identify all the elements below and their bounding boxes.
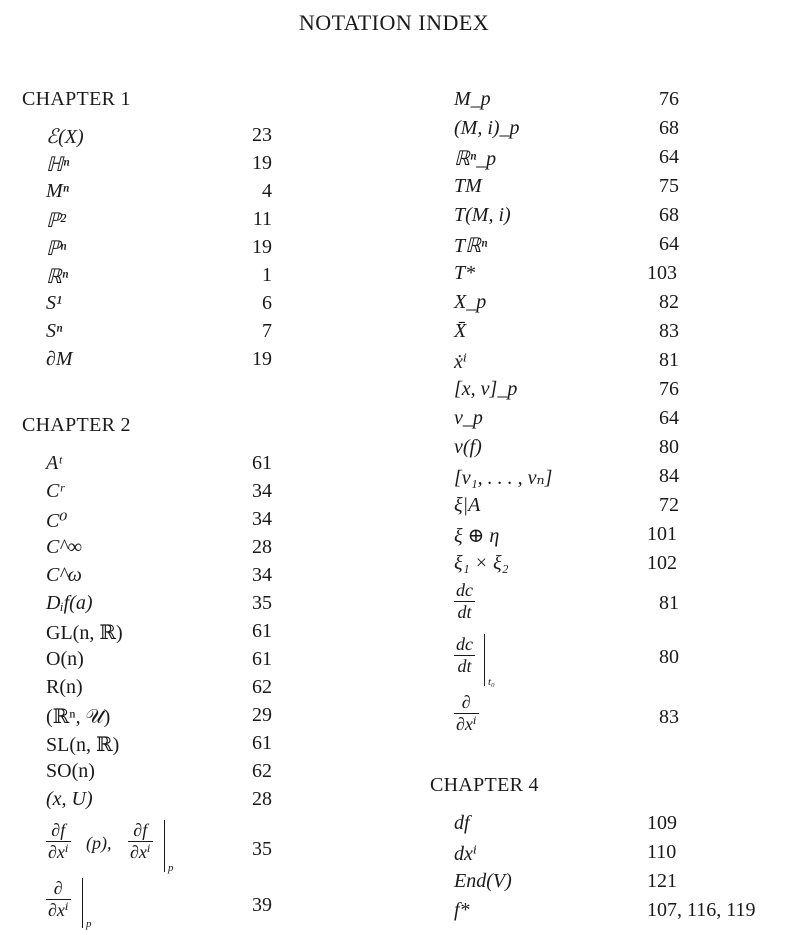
index-symbol: C^∞ bbox=[46, 536, 83, 558]
index-entry bbox=[46, 320, 272, 348]
page-title: NOTATION INDEX bbox=[298, 10, 490, 35]
index-symbol: T* bbox=[454, 262, 476, 284]
page-number: 76 bbox=[659, 378, 679, 400]
fraction-denominator: ∂xⁱ bbox=[130, 842, 151, 862]
page-number: 121 bbox=[647, 870, 677, 892]
index-entry bbox=[46, 620, 272, 648]
page-number: 80 bbox=[659, 436, 679, 458]
page-number: 28 bbox=[252, 788, 272, 810]
index-entry bbox=[454, 291, 774, 319]
page-number: 64 bbox=[659, 146, 679, 168]
page-number: 61 bbox=[252, 732, 272, 754]
index-symbol: X̄ bbox=[454, 320, 467, 342]
fraction-numerator: dc bbox=[456, 634, 473, 654]
index-entry bbox=[46, 592, 272, 620]
page-number: 83 bbox=[659, 706, 679, 728]
index-entry bbox=[454, 465, 774, 493]
chapter-1-heading: CHAPTER 1 bbox=[22, 88, 131, 110]
index-symbol: ℝⁿ bbox=[46, 266, 69, 288]
page-number: 34 bbox=[252, 480, 272, 502]
fraction bbox=[454, 580, 475, 623]
page-number: 61 bbox=[252, 648, 272, 670]
index-entry bbox=[454, 494, 774, 522]
page-number: 34 bbox=[252, 564, 272, 586]
index-symbol: SO(n) bbox=[46, 760, 95, 782]
page-number: 7 bbox=[262, 320, 272, 342]
page-number: 107, 116, 119 bbox=[647, 899, 756, 921]
index-entry bbox=[454, 870, 788, 898]
fraction-denominator: dt bbox=[454, 655, 475, 677]
fraction-denominator: ∂xⁱ bbox=[48, 842, 69, 862]
evaluation-bar bbox=[164, 820, 165, 872]
fraction-denominator: ∂xⁱ bbox=[48, 900, 69, 920]
index-symbol: GL(n, ℝ) bbox=[46, 622, 123, 644]
index-entry bbox=[454, 146, 774, 174]
index-symbol: C⁰ bbox=[46, 510, 68, 532]
page-number: 68 bbox=[659, 204, 679, 226]
page-number: 81 bbox=[659, 349, 679, 371]
index-symbol: ℙ² bbox=[46, 210, 67, 232]
page-number: 11 bbox=[252, 208, 272, 230]
page-number: 28 bbox=[252, 536, 272, 558]
index-symbol: O(n) bbox=[46, 648, 84, 670]
page-number: 29 bbox=[252, 704, 272, 726]
page-number: 61 bbox=[252, 452, 272, 474]
page-number: 61 bbox=[252, 620, 272, 642]
index-symbol: (ℝⁿ, 𝒰) bbox=[46, 706, 111, 728]
page-number: 109 bbox=[647, 812, 677, 834]
page-number: 102 bbox=[647, 552, 677, 574]
chapter-4-heading: CHAPTER 4 bbox=[430, 774, 539, 796]
page-number: 81 bbox=[659, 592, 679, 614]
index-entry bbox=[46, 348, 272, 376]
page-number: 110 bbox=[647, 841, 677, 863]
page-number: 75 bbox=[659, 175, 679, 197]
subscript: p bbox=[86, 918, 92, 930]
page-number: 39 bbox=[252, 894, 272, 916]
index-symbol: (x, U) bbox=[46, 788, 93, 810]
fraction-numerator: ∂f bbox=[51, 820, 66, 840]
page-number: 82 bbox=[659, 291, 679, 313]
index-symbol: Aᵗ bbox=[46, 452, 62, 474]
index-symbol: [v₁, . . . , vₙ] bbox=[454, 467, 553, 489]
index-entry bbox=[454, 899, 788, 927]
index-entry bbox=[46, 732, 272, 760]
index-symbol: Tℝⁿ bbox=[454, 235, 488, 257]
index-symbol: Dᵢf(a) bbox=[46, 592, 93, 614]
index-symbol: ℰ(X) bbox=[46, 126, 84, 148]
index-symbol: ℍⁿ bbox=[46, 154, 70, 176]
index-symbol: [x, v]_p bbox=[454, 378, 518, 400]
page-number: 62 bbox=[252, 760, 272, 782]
index-symbol: ẋⁱ bbox=[454, 351, 467, 373]
page-number: 64 bbox=[659, 407, 679, 429]
page-number: 103 bbox=[647, 262, 677, 284]
index-symbol: X_p bbox=[454, 291, 487, 313]
index-symbol: T(M, i) bbox=[454, 204, 511, 226]
index-symbol: Cʳ bbox=[46, 480, 64, 502]
index-entry bbox=[454, 204, 774, 232]
subscript: p bbox=[168, 862, 174, 874]
fraction-numerator: ∂f bbox=[133, 820, 148, 840]
index-entry bbox=[46, 480, 272, 508]
index-entry bbox=[454, 349, 774, 377]
page-number: 34 bbox=[252, 508, 272, 530]
page-number: 83 bbox=[659, 320, 679, 342]
index-symbol: C^ω bbox=[46, 564, 82, 586]
index-entry bbox=[46, 878, 272, 930]
index-entry bbox=[46, 760, 272, 788]
index-symbol: ℙⁿ bbox=[46, 238, 67, 260]
index-symbol: ξ|A bbox=[454, 494, 481, 516]
index-entry bbox=[454, 634, 774, 686]
index-entry bbox=[454, 552, 774, 580]
index-entry bbox=[46, 564, 272, 592]
index-entry bbox=[454, 262, 774, 290]
index-symbol: ∂M bbox=[46, 348, 73, 370]
page-number: 35 bbox=[252, 592, 272, 614]
index-entry bbox=[454, 523, 774, 551]
page-number: 80 bbox=[659, 646, 679, 668]
index-symbol: M_p bbox=[454, 88, 491, 110]
index-entry bbox=[46, 788, 272, 816]
index-entry bbox=[454, 175, 774, 203]
index-entry bbox=[454, 436, 774, 464]
index-symbol: ξ₁ × ξ₂ bbox=[454, 552, 509, 574]
page-number: 23 bbox=[252, 124, 272, 146]
page-number: 1 bbox=[262, 264, 272, 286]
index-symbol: R(n) bbox=[46, 676, 83, 698]
fraction bbox=[46, 878, 71, 921]
index-symbol: dxⁱ bbox=[454, 843, 477, 865]
index-entry bbox=[46, 152, 272, 180]
index-symbol: df bbox=[454, 812, 470, 834]
fraction bbox=[128, 820, 153, 863]
index-entry bbox=[46, 124, 272, 152]
index-symbol: ℝⁿ_p bbox=[454, 148, 497, 170]
index-entry bbox=[46, 208, 272, 236]
chapter-2-heading: CHAPTER 2 bbox=[22, 414, 131, 436]
index-entry bbox=[454, 88, 774, 116]
fraction bbox=[46, 820, 71, 863]
index-symbol: S¹ bbox=[46, 292, 62, 314]
page-number: 68 bbox=[659, 117, 679, 139]
page-number: 19 bbox=[252, 348, 272, 370]
index-entry bbox=[46, 236, 272, 264]
page-number: 6 bbox=[262, 292, 272, 314]
index-entry bbox=[454, 692, 774, 744]
index-symbol: v_p bbox=[454, 407, 483, 429]
index-symbol: v(f) bbox=[454, 436, 482, 458]
index-entry bbox=[454, 378, 774, 406]
fraction-numerator: ∂ bbox=[461, 692, 471, 712]
index-symbol: Mⁿ bbox=[46, 180, 69, 202]
index-symbol: f* bbox=[454, 899, 470, 921]
index-symbol: (M, i)_p bbox=[454, 117, 520, 139]
page-number: 4 bbox=[262, 180, 272, 202]
index-entry bbox=[46, 180, 272, 208]
page-number: 35 bbox=[252, 838, 272, 860]
index-symbol: End(V) bbox=[454, 870, 512, 892]
index-entry bbox=[454, 407, 774, 435]
index-symbol: (p), bbox=[86, 833, 112, 853]
fraction-denominator: dt bbox=[454, 601, 475, 623]
evaluation-bar bbox=[82, 878, 83, 928]
index-entry bbox=[46, 820, 272, 876]
index-entry bbox=[46, 676, 272, 704]
index-symbol: SL(n, ℝ) bbox=[46, 734, 120, 756]
page-number: 76 bbox=[659, 88, 679, 110]
index-entry bbox=[454, 117, 774, 145]
fraction bbox=[454, 692, 479, 735]
index-symbol: ξ ⊕ η bbox=[454, 525, 500, 547]
index-entry bbox=[454, 841, 788, 869]
page-number: 72 bbox=[659, 494, 679, 516]
page-number: 19 bbox=[252, 152, 272, 174]
page-number: 101 bbox=[647, 523, 677, 545]
page-number: 84 bbox=[659, 465, 679, 487]
index-symbol: Sⁿ bbox=[46, 320, 63, 342]
fraction bbox=[454, 634, 475, 677]
subscript: t₀ bbox=[488, 676, 495, 688]
page-number: 64 bbox=[659, 233, 679, 255]
index-entry bbox=[46, 704, 272, 732]
index-entry bbox=[454, 580, 774, 630]
index-entry bbox=[454, 233, 774, 261]
index-entry bbox=[46, 452, 272, 480]
fraction-numerator: ∂ bbox=[53, 878, 63, 898]
index-entry bbox=[454, 320, 774, 348]
page-number: 19 bbox=[252, 236, 272, 258]
index-entry bbox=[46, 264, 272, 292]
index-symbol: TM bbox=[454, 175, 482, 197]
index-entry bbox=[454, 812, 788, 840]
evaluation-bar bbox=[484, 634, 485, 686]
index-entry bbox=[46, 648, 272, 676]
index-entry bbox=[46, 536, 272, 564]
fraction-numerator: dc bbox=[456, 580, 473, 600]
fraction-denominator: ∂xⁱ bbox=[456, 714, 477, 734]
index-entry bbox=[46, 292, 272, 320]
page-number: 62 bbox=[252, 676, 272, 698]
index-entry bbox=[46, 508, 272, 536]
